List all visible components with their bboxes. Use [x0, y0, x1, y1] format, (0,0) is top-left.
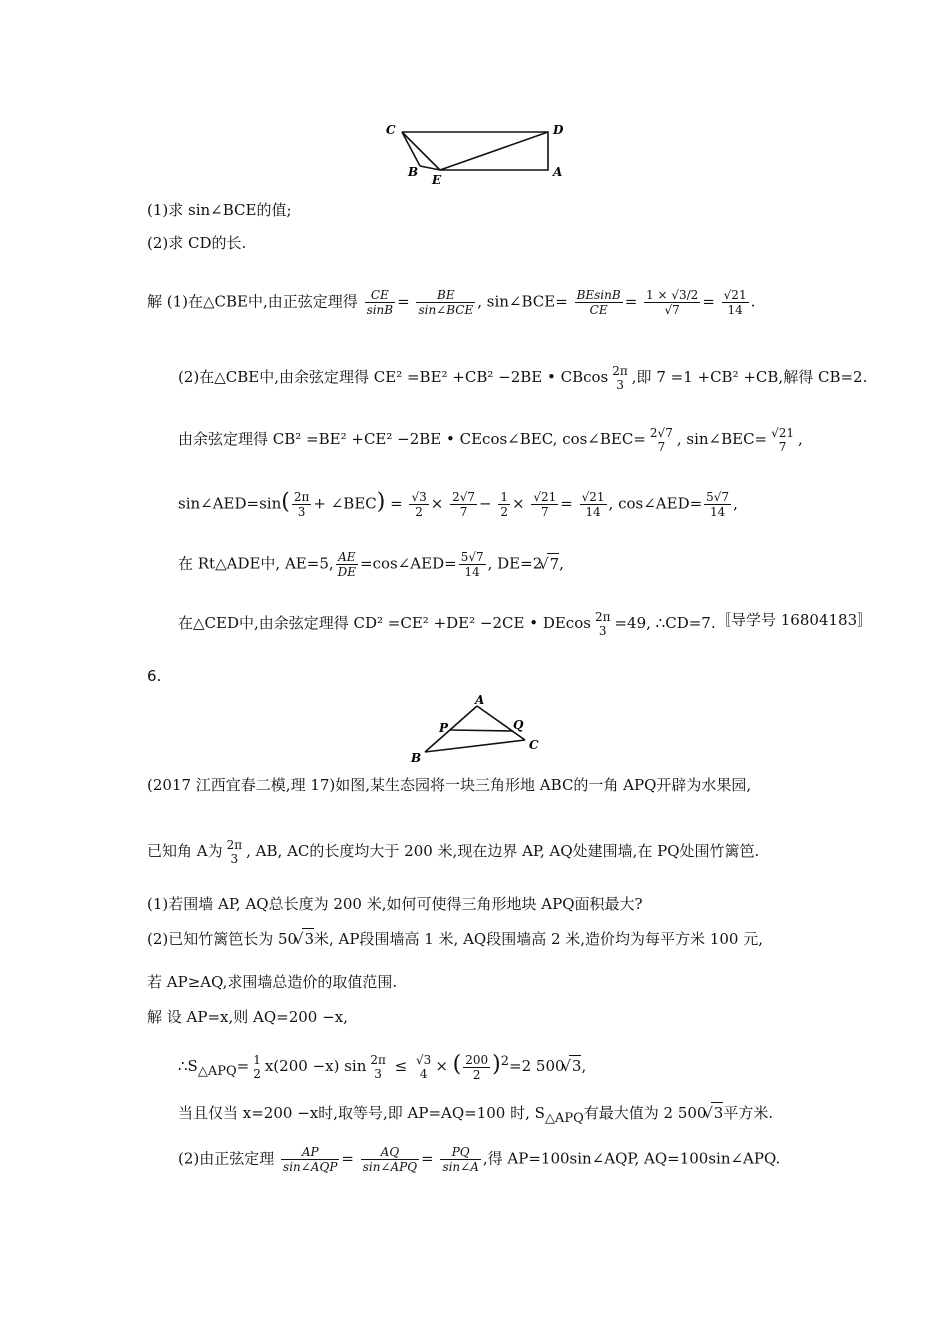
label-C2: C [529, 738, 539, 752]
label-B: B [408, 165, 419, 179]
label-C: C [386, 123, 396, 137]
label-A: A [553, 165, 563, 179]
q6-solution-area: $\therefore S_{\triangle APQ}=$ 1 2 x(200 −x) sin 2π 3 ≤ √3 4 × ( $\frac{200}{2}$ )$^2$=2 500 √ 3, [178, 1052, 586, 1082]
figure-quadrilateral [380, 118, 570, 186]
q5-line6: 在△CED中,由余弦定理得 CD² =CE² +DE² −2CE • DEcos 2π 3 =49, ∴CD=7. [178, 610, 716, 638]
q6-part3: 若 AP≥AQ,求围墙总造价的取值范围. [147, 973, 398, 991]
label-Q: Q [513, 718, 524, 732]
q6-solution-max: 当且仅当 x=200 −x时,取等号,即 AP=AQ=100 时, $S_{\triangle APQ}$有最大值为 2 500 √ 3平方米. [178, 1102, 773, 1129]
q5-line3: 由余弦定理得 CB² =BE² +CE² −2BE • CEcos∠BEC, cos∠BEC= 2√7 7 , sin∠BEC= √21 7 , [178, 426, 803, 454]
figure-triangle [405, 694, 555, 766]
q5-line2: (2)在△CBE中,由余弦定理得 CE² =BE² +CB² −2BE • CBcos 2π 3 ,即 7 =1 +CB² +CB,解得 CB=2. [178, 364, 868, 392]
q5-solution-1: 解 (1)在△CBE中,由正弦定理得 $\frac{CE}{\sin B}$ = $\frac{BE}{\text{sin∠BCE}}$ , sin∠BCE= $\frac{BEsinB}{CE}$ = $\frac{1 \times √3/2}{√7}$ = $\frac{√21}{14}$ . [147, 288, 756, 317]
q6-stem-2: 已知角 A为 2π 3 , AB, AC的长度均大于 200 米,现在边界 AP, AQ处建围墙,在 PQ处围竹篱笆. [147, 838, 760, 866]
guide-number: 〚导学号 16804183〛 [716, 611, 873, 629]
q6-solution-sine: (2)由正弦定理 $\frac{AP}{\text{sin∠AQP}}$ = $\frac{AQ}{\text{sin∠APQ}}$ = $\frac{PQ}{\sin\angle A}$ ,得 AP=100sin∠AQP, AQ=100sin∠APQ. [178, 1145, 781, 1174]
q6-stem-1: (2017 江西宜春二模,理 17)如图,某生态园将一块三角形地 ABC的一角 APQ开辟为水果园, [147, 776, 752, 794]
q6-solution-intro: 解 设 AP=x,则 AQ=200 −x, [147, 1008, 348, 1026]
q5-part1: (1)求 sin∠BCE的值; [147, 201, 292, 219]
q5-line5: 在 Rt△ADE中, AE=5, $\frac{AE}{DE}$ =cos∠AED= $\frac{5√7}{14}$ , DE=2 √ 7, [178, 550, 564, 579]
q6-number: 6. [147, 667, 162, 685]
q6-part2: (2)已知竹篱笆长为 50 √ 3米, AP段围墙高 1 米, AQ段围墙高 2 米,造价均为每平方米 100 元, [147, 928, 763, 949]
label-B2: B [411, 751, 422, 765]
label-E: E [432, 173, 442, 186]
q6-part1: (1)若围墙 AP, AQ总长度为 200 米,如何可使得三角形地块 APQ面积最大? [147, 895, 643, 913]
label-A2: A [475, 694, 485, 707]
label-P: P [439, 721, 449, 735]
q5-line4: sin∠AED=sin( $\frac{2\pi}{3}$ + ∠BEC) = $\frac{√3}{2}$ × $\frac{2√7}{7}$ − $\frac{1}{2}$ × $\frac{√21}{7}$ = $\frac{√21}{14}$ , cos∠AED= $\frac{5√7}{14}$ , [178, 489, 738, 519]
label-D: D [553, 123, 564, 137]
q5-part2: (2)求 CD的长. [147, 234, 247, 252]
